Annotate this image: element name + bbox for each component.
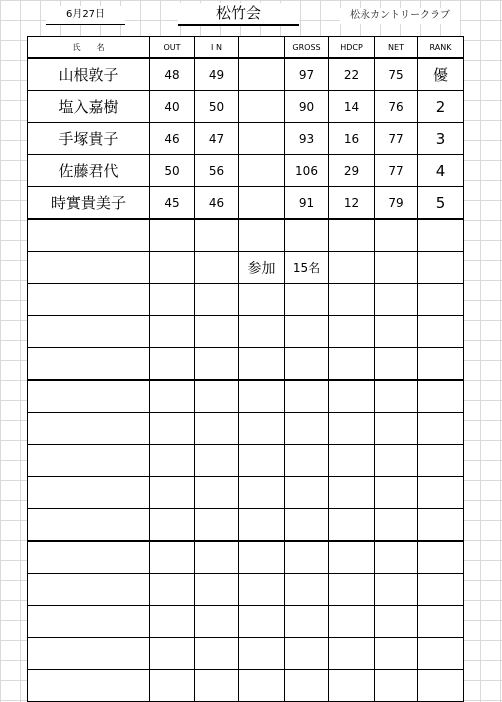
cell-out	[150, 348, 195, 381]
score-table-body	[28, 58, 464, 702]
cell-extra	[239, 187, 285, 220]
cell-net	[375, 380, 418, 413]
cell-extra	[239, 316, 285, 348]
cell-gross: 15名	[285, 252, 329, 284]
cell-in: 47	[195, 123, 239, 155]
cell-gross: 91	[285, 187, 329, 220]
cell-gross: 93	[285, 123, 329, 155]
cell-gross: 106	[285, 155, 329, 187]
cell-hdcp: 14	[329, 91, 375, 123]
cell-name	[28, 541, 150, 574]
cell-gross	[285, 509, 329, 542]
table-row	[28, 445, 464, 477]
cell-gross	[285, 670, 329, 702]
cell-in: 56	[195, 155, 239, 187]
cell-in	[195, 574, 239, 606]
cell-out	[150, 541, 195, 574]
cell-in	[195, 348, 239, 381]
cell-hdcp	[329, 219, 375, 252]
col-header-gross: GROSS	[285, 37, 329, 59]
col-header-extra	[239, 37, 285, 59]
cell-hdcp	[329, 638, 375, 670]
cell-rank	[418, 380, 464, 413]
cell-extra	[239, 606, 285, 638]
cell-rank: 4	[418, 155, 464, 187]
cell-rank	[418, 477, 464, 509]
table-row	[28, 348, 464, 381]
cell-net	[375, 284, 418, 316]
cell-gross: 90	[285, 91, 329, 123]
table-row	[28, 187, 464, 220]
cell-rank	[418, 670, 464, 702]
cell-in: 50	[195, 91, 239, 123]
cell-rank	[418, 284, 464, 316]
cell-name	[28, 509, 150, 542]
club-name: 松永カントリークラブ	[340, 8, 460, 24]
cell-gross: 97	[285, 58, 329, 91]
cell-rank	[418, 252, 464, 284]
table-row	[28, 574, 464, 606]
cell-extra	[239, 380, 285, 413]
cell-rank	[418, 413, 464, 445]
cell-net	[375, 316, 418, 348]
cell-gross	[285, 477, 329, 509]
cell-rank: 優	[418, 58, 464, 91]
cell-in	[195, 380, 239, 413]
cell-gross	[285, 348, 329, 381]
cell-hdcp	[329, 413, 375, 445]
cell-name	[28, 413, 150, 445]
cell-rank	[418, 606, 464, 638]
cell-rank	[418, 219, 464, 252]
cell-in	[195, 284, 239, 316]
cell-net	[375, 574, 418, 606]
cell-hdcp	[329, 606, 375, 638]
col-header-out: OUT	[150, 37, 195, 59]
cell-gross	[285, 445, 329, 477]
cell-net	[375, 219, 418, 252]
cell-hdcp: 16	[329, 123, 375, 155]
cell-name	[28, 477, 150, 509]
cell-extra	[239, 445, 285, 477]
cell-rank	[418, 445, 464, 477]
cell-out: 50	[150, 155, 195, 187]
cell-out	[150, 638, 195, 670]
col-header-net: NET	[375, 37, 418, 59]
cell-extra	[239, 413, 285, 445]
cell-out	[150, 219, 195, 252]
cell-net	[375, 606, 418, 638]
cell-net	[375, 670, 418, 702]
table-row	[28, 638, 464, 670]
cell-in	[195, 413, 239, 445]
cell-name	[28, 445, 150, 477]
cell-hdcp: 29	[329, 155, 375, 187]
cell-net	[375, 413, 418, 445]
cell-out	[150, 252, 195, 284]
cell-name	[28, 284, 150, 316]
cell-in	[195, 219, 239, 252]
cell-extra	[239, 155, 285, 187]
table-row	[28, 413, 464, 445]
table-row	[28, 123, 464, 155]
cell-hdcp	[329, 509, 375, 542]
cell-out: 48	[150, 58, 195, 91]
cell-in	[195, 638, 239, 670]
cell-in: 46	[195, 187, 239, 220]
cell-rank	[418, 509, 464, 542]
cell-net: 79	[375, 187, 418, 220]
cell-gross	[285, 413, 329, 445]
cell-out	[150, 284, 195, 316]
cell-hdcp: 12	[329, 187, 375, 220]
cell-name: 塩入嘉樹	[28, 91, 150, 123]
table-row	[28, 670, 464, 702]
cell-name	[28, 348, 150, 381]
col-header-rank: RANK	[418, 37, 464, 59]
cell-gross	[285, 574, 329, 606]
score-table	[27, 36, 464, 702]
cell-in	[195, 509, 239, 542]
cell-hdcp	[329, 670, 375, 702]
cell-gross	[285, 219, 329, 252]
cell-in	[195, 670, 239, 702]
cell-rank: 5	[418, 187, 464, 220]
table-row	[28, 541, 464, 574]
cell-name: 手塚貴子	[28, 123, 150, 155]
page-title: 松竹会	[178, 3, 299, 26]
table-row	[28, 155, 464, 187]
cell-extra	[239, 477, 285, 509]
cell-out: 46	[150, 123, 195, 155]
cell-net	[375, 252, 418, 284]
cell-hdcp	[329, 574, 375, 606]
cell-name	[28, 638, 150, 670]
cell-rank	[418, 574, 464, 606]
cell-net	[375, 638, 418, 670]
cell-out: 40	[150, 91, 195, 123]
cell-gross	[285, 316, 329, 348]
cell-extra	[239, 58, 285, 91]
cell-in	[195, 445, 239, 477]
cell-extra	[239, 123, 285, 155]
header-row	[28, 37, 464, 59]
cell-net: 76	[375, 91, 418, 123]
table-row	[28, 380, 464, 413]
cell-hdcp	[329, 477, 375, 509]
cell-out	[150, 413, 195, 445]
cell-extra	[239, 348, 285, 381]
cell-rank: 3	[418, 123, 464, 155]
cell-name	[28, 380, 150, 413]
cell-extra	[239, 284, 285, 316]
cell-rank	[418, 316, 464, 348]
col-header-in: I N	[195, 37, 239, 59]
cell-out	[150, 606, 195, 638]
cell-hdcp	[329, 252, 375, 284]
col-header-hdcp: HDCP	[329, 37, 375, 59]
cell-hdcp	[329, 380, 375, 413]
cell-net: 75	[375, 58, 418, 91]
table-row	[28, 477, 464, 509]
cell-gross	[285, 380, 329, 413]
cell-name	[28, 670, 150, 702]
cell-out	[150, 477, 195, 509]
cell-name	[28, 316, 150, 348]
cell-name	[28, 606, 150, 638]
cell-extra	[239, 541, 285, 574]
cell-out	[150, 670, 195, 702]
cell-gross	[285, 638, 329, 670]
cell-hdcp	[329, 316, 375, 348]
cell-rank	[418, 541, 464, 574]
table-row	[28, 219, 464, 252]
table-row	[28, 58, 464, 91]
cell-extra	[239, 638, 285, 670]
date-label: 6月27日	[46, 6, 125, 25]
cell-extra: 参加	[239, 252, 285, 284]
cell-name: 佐藤君代	[28, 155, 150, 187]
cell-out	[150, 509, 195, 542]
col-header-name: 氏 名	[28, 37, 150, 59]
cell-gross	[285, 606, 329, 638]
table-row	[28, 509, 464, 542]
cell-rank	[418, 348, 464, 381]
cell-hdcp	[329, 541, 375, 574]
cell-out	[150, 316, 195, 348]
cell-hdcp	[329, 284, 375, 316]
table-row	[28, 252, 464, 284]
cell-net: 77	[375, 155, 418, 187]
table-row	[28, 316, 464, 348]
cell-extra	[239, 670, 285, 702]
cell-name	[28, 219, 150, 252]
cell-out	[150, 574, 195, 606]
cell-in: 49	[195, 58, 239, 91]
cell-in	[195, 541, 239, 574]
cell-net	[375, 445, 418, 477]
cell-rank	[418, 638, 464, 670]
cell-in	[195, 477, 239, 509]
cell-net: 77	[375, 123, 418, 155]
cell-gross	[285, 284, 329, 316]
table-row	[28, 91, 464, 123]
table-row	[28, 284, 464, 316]
cell-out	[150, 445, 195, 477]
cell-extra	[239, 219, 285, 252]
cell-extra	[239, 91, 285, 123]
cell-hdcp	[329, 348, 375, 381]
cell-in	[195, 606, 239, 638]
cell-out: 45	[150, 187, 195, 220]
cell-in	[195, 316, 239, 348]
cell-name	[28, 574, 150, 606]
cell-rank: 2	[418, 91, 464, 123]
cell-in	[195, 252, 239, 284]
cell-out	[150, 380, 195, 413]
cell-name: 時實貴美子	[28, 187, 150, 220]
cell-extra	[239, 574, 285, 606]
cell-net	[375, 541, 418, 574]
cell-name	[28, 252, 150, 284]
cell-net	[375, 509, 418, 542]
cell-net	[375, 477, 418, 509]
table-row	[28, 606, 464, 638]
cell-extra	[239, 509, 285, 542]
cell-net	[375, 348, 418, 381]
cell-name: 山根敦子	[28, 58, 150, 91]
cell-gross	[285, 541, 329, 574]
cell-hdcp	[329, 445, 375, 477]
cell-hdcp: 22	[329, 58, 375, 91]
